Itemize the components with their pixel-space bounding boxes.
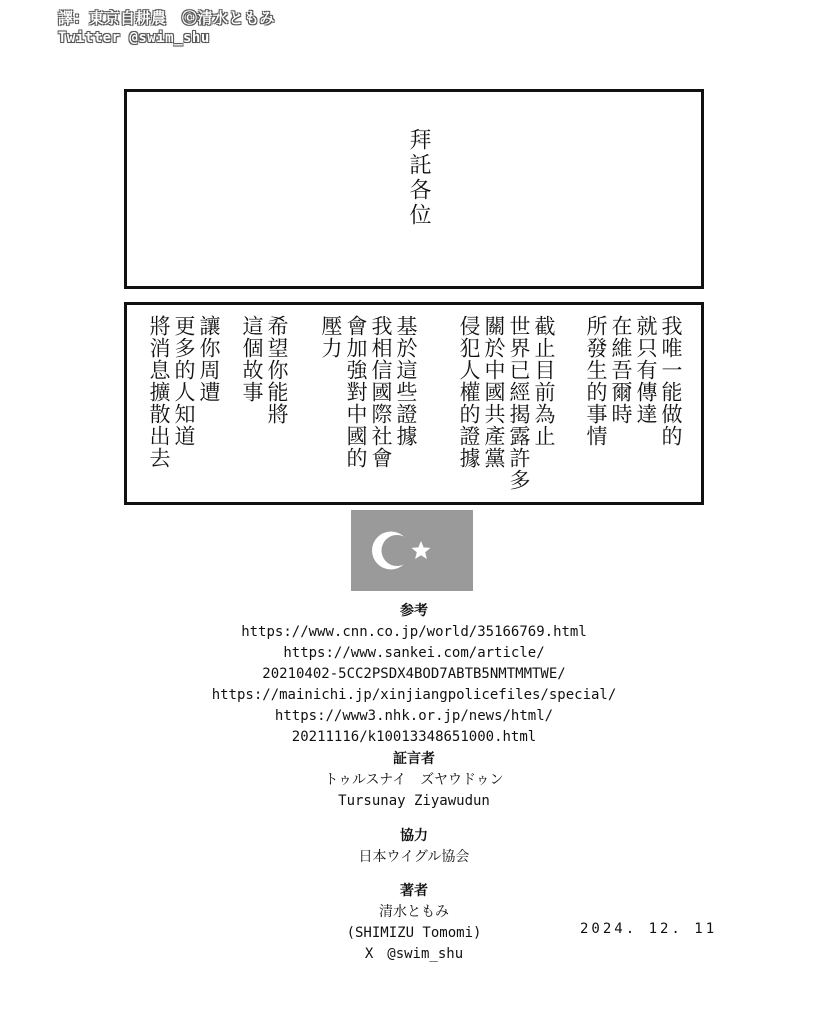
message-column: 我相信國際社會 xyxy=(369,315,393,469)
author-name-en: (SHIMIZU Tomomi) xyxy=(346,925,482,941)
message-column: 在維吾爾時 xyxy=(609,315,633,425)
reference-url[interactable]: https://mainichi.jp/xinjiangpolicefiles/special/ xyxy=(211,687,617,703)
cooperation-section xyxy=(0,826,828,868)
references-heading: 参考 xyxy=(400,603,428,619)
message-panel xyxy=(124,302,704,505)
witness-section xyxy=(0,749,828,812)
east-turkestan-flag xyxy=(351,510,473,591)
publication-date: 2024. 12. 11 xyxy=(580,921,718,937)
author-handle[interactable]: X @swim_shu xyxy=(364,946,464,962)
message-column: 我唯一能做的 xyxy=(659,315,683,447)
references-section xyxy=(0,601,828,748)
author-heading: 著者 xyxy=(400,883,428,899)
title-panel xyxy=(124,89,704,289)
cooperation-heading: 協力 xyxy=(400,828,428,844)
witness-heading: 証言者 xyxy=(393,751,435,767)
message-column: 更多的人知道 xyxy=(172,315,196,447)
message-column: 基於這些證據 xyxy=(394,315,418,447)
message-column: 截止目前為止 xyxy=(532,315,556,447)
witness-name-en: Tursunay Ziyawudun xyxy=(338,793,490,809)
message-column: 會加強對中國的 xyxy=(344,315,368,469)
twitter-credit: Twitter @swim_shu xyxy=(58,30,210,46)
reference-url[interactable]: 20210402-5CC2PSDX4BOD7ABTB5NMTMMTWE/ xyxy=(262,666,566,682)
crescent-star-icon xyxy=(351,510,473,591)
message-column: 所發生的事情 xyxy=(584,315,608,447)
witness-name-ja: トゥルスナイ ズヤウドゥン xyxy=(324,772,504,788)
message-column: 這個故事 xyxy=(240,315,264,403)
reference-url[interactable]: https://www3.nhk.or.jp/news/html/ xyxy=(274,708,554,724)
message-column: 世界已經揭露許多 xyxy=(507,315,531,491)
translator-credit: 譯：東京自耕農 ⓒ清水ともみ xyxy=(58,9,276,27)
cooperation-org: 日本ウイグル協会 xyxy=(358,849,470,865)
panel-title: 拜託各位 xyxy=(406,128,431,228)
message-column: 就只有傳達 xyxy=(634,315,658,425)
message-column: 希望你能將 xyxy=(265,315,289,425)
message-column: 讓你周遭 xyxy=(197,315,221,403)
message-column: 侵犯人權的證據 xyxy=(457,315,481,469)
reference-url[interactable]: https://www.cnn.co.jp/world/35166769.html xyxy=(241,624,587,640)
reference-url[interactable]: 20211116/k10013348651000.html xyxy=(291,729,537,745)
reference-url[interactable]: https://www.sankei.com/article/ xyxy=(283,645,545,661)
message-column: 將消息擴散出去 xyxy=(147,315,171,469)
message-column: 關於中國共產黨 xyxy=(482,315,506,469)
message-column: 壓力 xyxy=(319,315,343,359)
author-name-ja: 清水ともみ xyxy=(379,904,449,920)
